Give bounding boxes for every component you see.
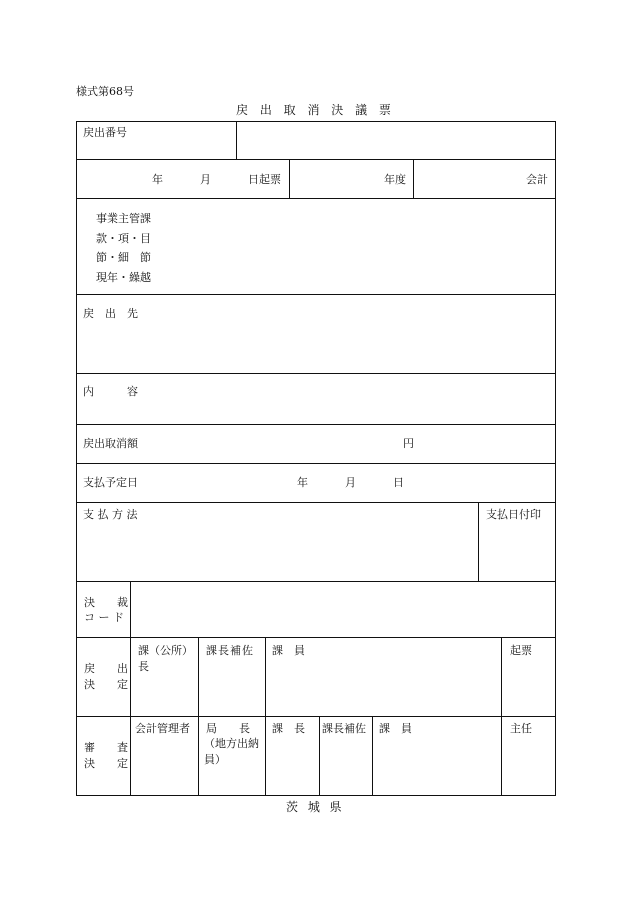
row-divider	[76, 294, 556, 295]
col-divider	[265, 637, 266, 796]
refund-destination-label: 戻 出 先	[83, 307, 138, 320]
refund-decision-label-line2: 決 定	[84, 678, 128, 691]
assistant-chief-column: 課長補佐	[206, 644, 254, 657]
payment-date-stamp-label: 支払日付印	[486, 508, 541, 521]
decision-code-label-line2: コ ー ド	[84, 611, 124, 624]
col-divider	[372, 716, 373, 796]
budget-line: 現年・繰越	[96, 271, 151, 284]
audit-decision-label-line2: 決 定	[84, 757, 128, 770]
col-divider	[198, 637, 199, 796]
col-divider	[236, 121, 237, 159]
prefecture-footer: 茨 城 県	[286, 800, 345, 814]
local-treasurer-note: （地方出納員）	[204, 737, 259, 766]
decision-code-label-line1: 決 裁	[84, 596, 128, 609]
date-year-label: 年	[152, 173, 163, 186]
audit-decision-label-line1: 審 査	[84, 741, 128, 754]
payment-method-label: 支 払 方 法	[83, 508, 138, 521]
date-month-label: 月	[200, 173, 211, 186]
row-divider	[76, 463, 556, 464]
col-divider	[501, 637, 502, 796]
row-divider	[76, 159, 556, 160]
row-divider	[76, 581, 556, 582]
fiscal-year-label: 年度	[384, 173, 406, 186]
refund-number-label: 戻出番号	[83, 126, 127, 139]
yen-unit: 円	[403, 437, 414, 450]
payment-due-day: 日	[393, 476, 404, 489]
form-number: 様式第68号	[76, 85, 134, 98]
col-divider	[319, 716, 320, 796]
accounting-manager-column: 会計管理者	[135, 722, 190, 735]
budget-line: 節・細 節	[96, 251, 151, 264]
row-divider	[76, 637, 556, 638]
row-divider	[76, 502, 556, 503]
payment-due-year: 年	[297, 476, 308, 489]
issuer-column: 起票	[510, 644, 532, 657]
supervisor-column: 主任	[510, 722, 532, 735]
payment-due-month: 月	[345, 476, 356, 489]
col-divider	[130, 581, 131, 796]
staff-column: 課 員	[379, 722, 412, 735]
col-divider	[413, 159, 414, 198]
budget-line: 款・項・目	[96, 232, 151, 245]
row-divider	[76, 373, 556, 374]
account-label: 会計	[526, 173, 548, 186]
section-chief-column: 課 長	[272, 722, 305, 735]
assistant-chief-column: 課長補佐	[322, 722, 366, 735]
staff-column: 課 員	[272, 644, 305, 657]
bureau-chief-column: 局 長	[206, 722, 250, 735]
budget-line: 事業主管課	[96, 212, 151, 225]
section-chief-column: 課（公所）長	[138, 644, 193, 673]
col-divider	[289, 159, 290, 198]
payment-due-label: 支払予定日	[83, 476, 138, 489]
row-divider	[76, 716, 556, 717]
cancel-amount-label: 戻出取消額	[83, 437, 138, 450]
row-divider	[76, 198, 556, 199]
content-label: 内 容	[83, 385, 138, 398]
date-issued-label: 日起票	[248, 173, 281, 186]
form-title: 戻 出 取 消 決 議 票	[236, 103, 395, 117]
col-divider	[478, 502, 479, 581]
refund-decision-label-line1: 戻 出	[84, 662, 128, 675]
row-divider	[76, 424, 556, 425]
